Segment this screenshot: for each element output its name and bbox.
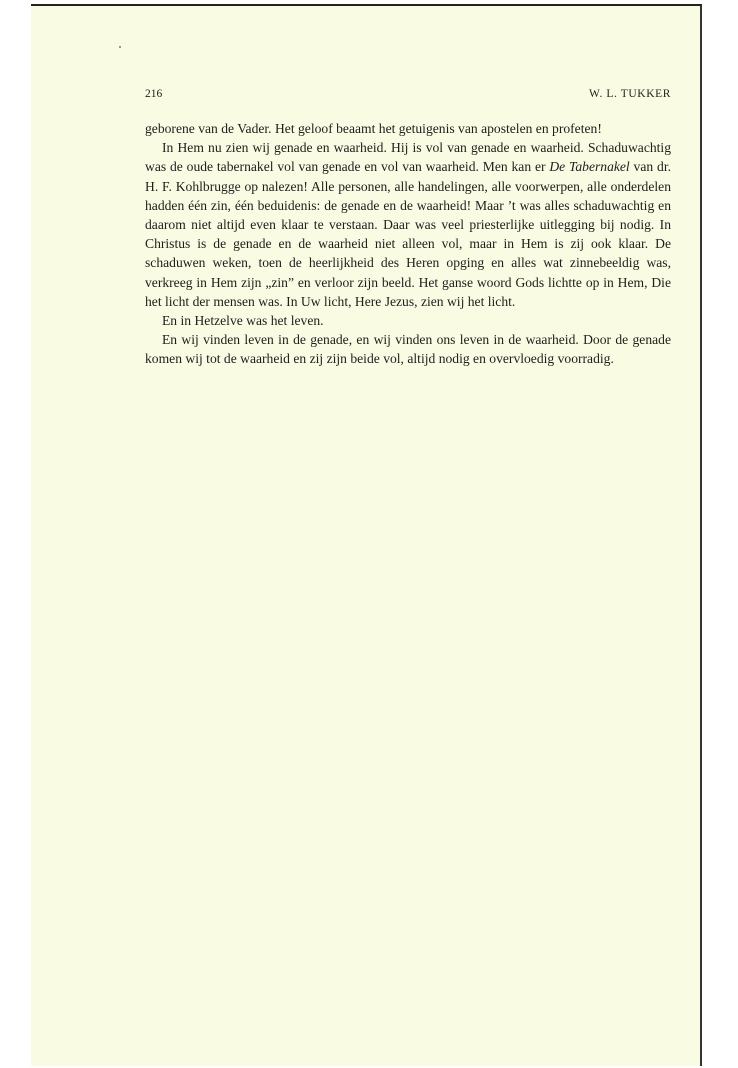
running-head: W. L. TUKKER <box>589 88 671 100</box>
paragraph-1: geborene van de Vader. Het geloof beaamt het getuigenis van apostelen en profeten! <box>145 121 602 136</box>
paragraph-3: En in Hetzelve was het leven. <box>162 313 324 329</box>
paragraph-4: En wij vinden leven in de genade, en wij vinden ons leven in de waarheid. Door de genade komen wij tot de waarheid en zij zijn beide vol, altijd nodig en overvloedig voorradig. <box>145 332 671 367</box>
paragraph-2-start: In Hem nu zien wij genade en waarheid. Hij is vol van genade en waarheid. Schaduwachtig was de oude tabernakel vol van genade en vol van waarheid. Men kan er <box>145 140 671 175</box>
paragraph-2-end: van dr. H. F. Kohlbrugge op nalezen! Alle personen, alle handelingen, alle voorwerpen, alle onderdelen hadden één zin, één beduidenis: de genade en de waarheid! Maar ’t was alles schaduwachtig en daarom niet altijd even klaar te verstaan. Daar was veel priesterlijke uitlegging bij nodig. In Christus is de genade en de waarheid niet alleen vol, maar in Hem is zij ook klaar. De schaduwen weken, toen de heerlijkheid des Heren opging en alles wat zinnebeeldig was, verkreeg in Hem zijn „zin” en verloor zijn beeld. Het ganse woord Gods lichtte op in Hem, Die het licht der mensen was. In Uw licht, Here Jezus, zien wij het licht. <box>145 159 671 309</box>
body-text <box>145 119 671 369</box>
paragraph-2 <box>145 138 671 311</box>
page-number: 216 <box>145 88 163 100</box>
page-header <box>145 88 671 104</box>
book-title: De Tabernakel <box>549 159 630 175</box>
book-page <box>31 4 702 1066</box>
scan-speck <box>119 46 121 48</box>
